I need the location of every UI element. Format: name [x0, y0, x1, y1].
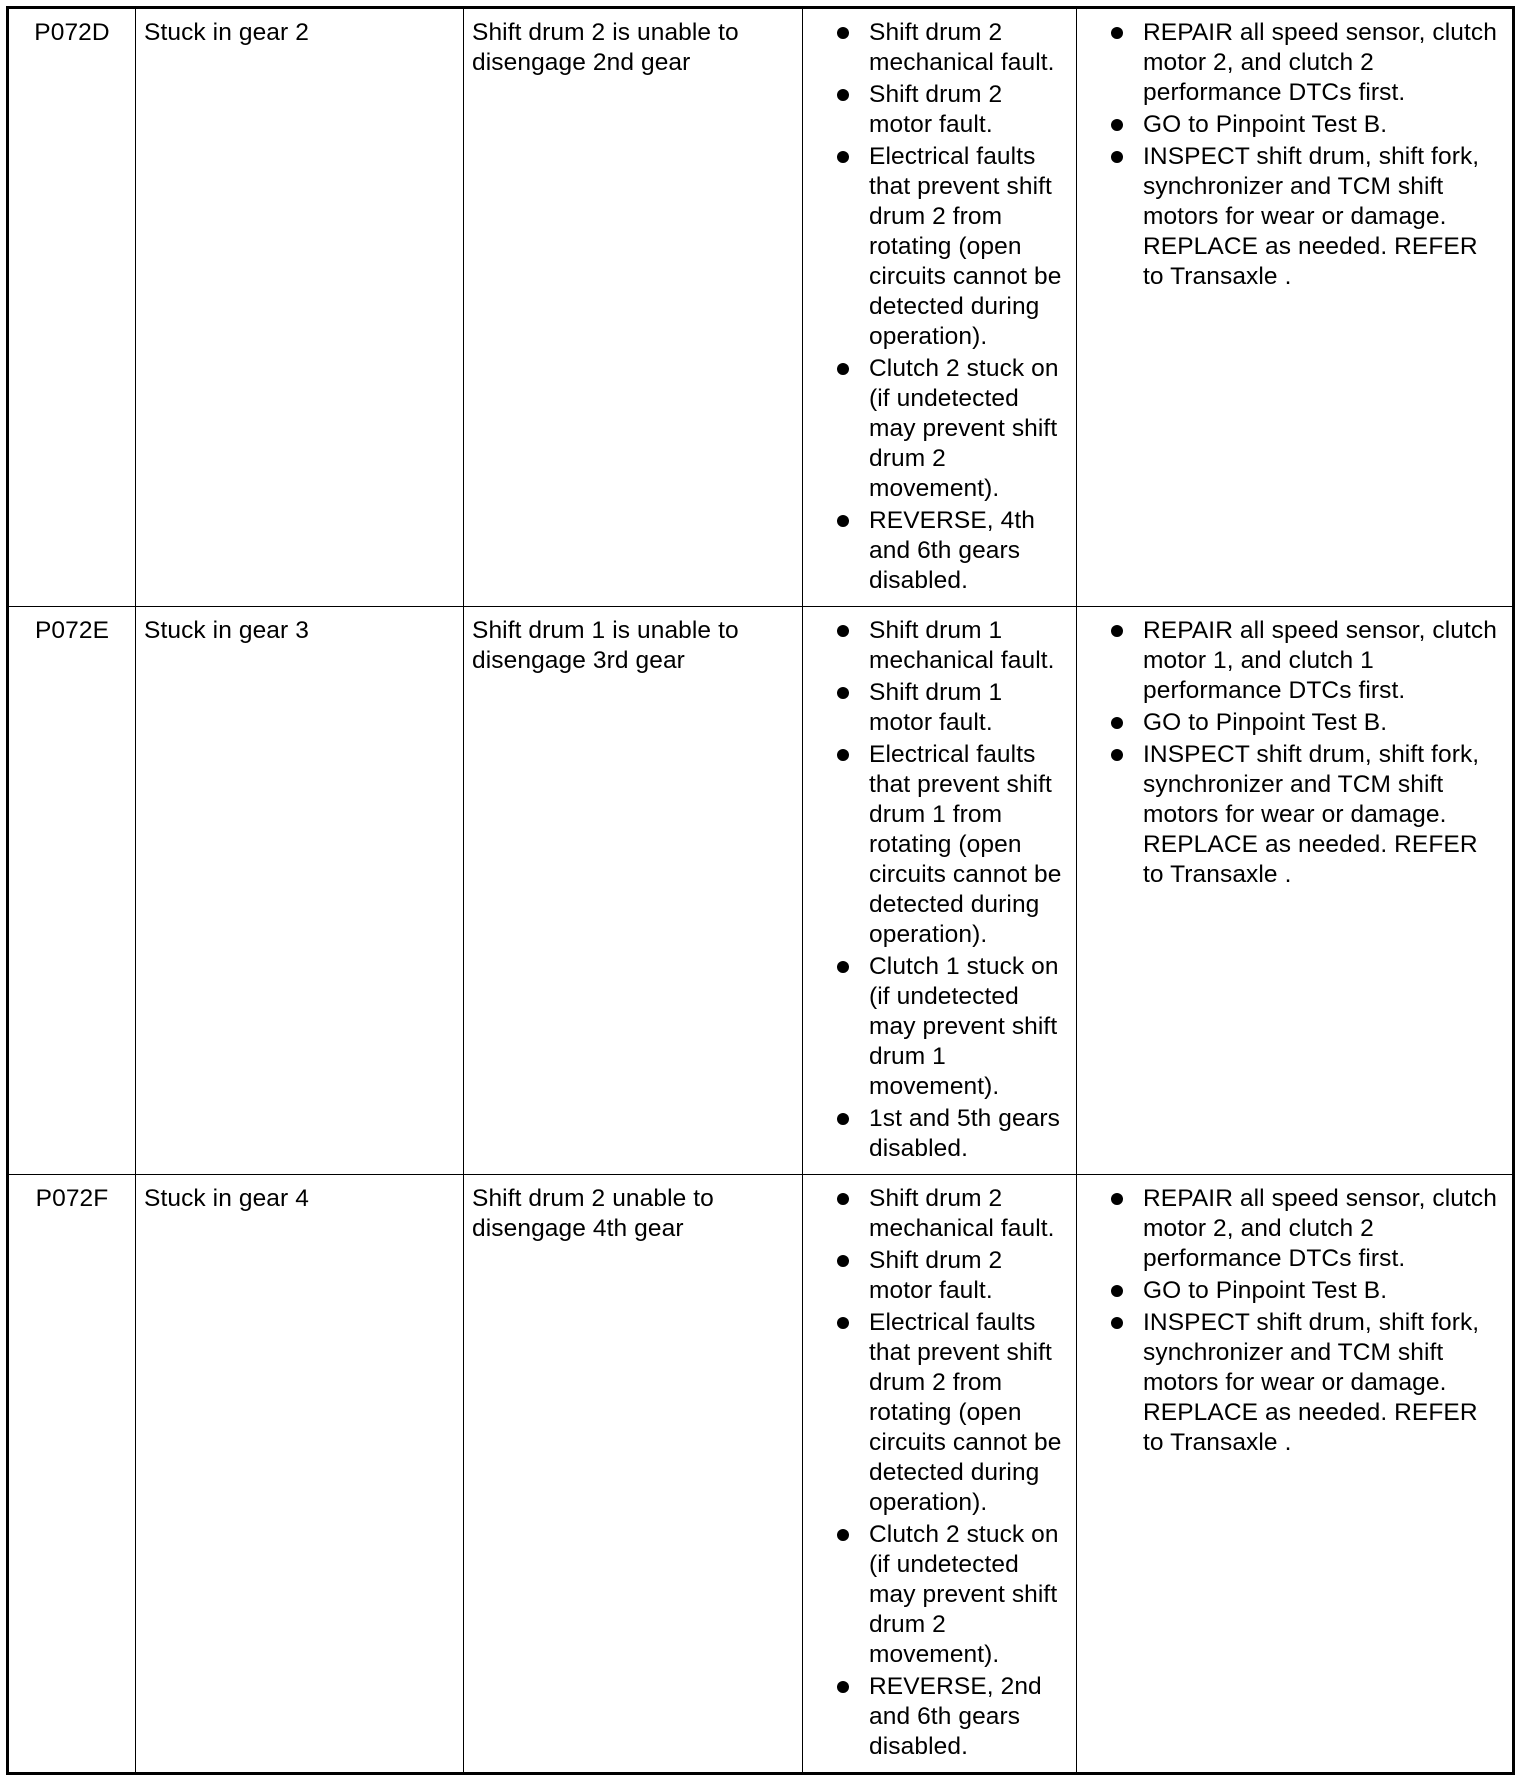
list-item: Shift drum 1 motor fault.	[811, 678, 1068, 738]
list-item: Electrical faults that prevent shift drum 2 from rotating (open circuits cannot be detected during operation).	[811, 1308, 1068, 1518]
list-item: REVERSE, 2nd and 6th gears disabled.	[811, 1672, 1068, 1762]
dtc-table-body	[8, 8, 1514, 1774]
bullet-icon	[1111, 151, 1123, 163]
bullet-icon	[837, 961, 849, 973]
dtc-condition: Shift drum 2 is unable to disengage 2nd gear	[464, 8, 803, 607]
list-item: 1st and 5th gears disabled.	[811, 1104, 1068, 1164]
possible-causes-cell	[803, 607, 1077, 1175]
list-item: Clutch 1 stuck on (if undetected may prevent shift drum 1 movement).	[811, 952, 1068, 1102]
bullet-icon	[837, 749, 849, 761]
bullet-icon	[837, 625, 849, 637]
bullet-icon	[1111, 749, 1123, 761]
table-row	[8, 607, 1514, 1175]
bullet-icon	[837, 1255, 849, 1267]
dtc-table-sheet	[6, 6, 1512, 1775]
bullet-icon	[837, 1193, 849, 1205]
list-item: Shift drum 2 mechanical fault.	[811, 18, 1068, 78]
bullet-icon	[837, 89, 849, 101]
bullet-icon	[1111, 1285, 1123, 1297]
bullet-icon	[1111, 717, 1123, 729]
actions-list	[1085, 1184, 1504, 1458]
bullet-icon	[837, 1317, 849, 1329]
dtc-condition: Shift drum 2 unable to disengage 4th gear	[464, 1175, 803, 1774]
bullet-icon	[837, 515, 849, 527]
list-item: Clutch 2 stuck on (if undetected may prevent shift drum 2 movement).	[811, 354, 1068, 504]
dtc-description: Stuck in gear 2	[136, 8, 464, 607]
bullet-icon	[1111, 1317, 1123, 1329]
list-item: Shift drum 1 mechanical fault.	[811, 616, 1068, 676]
bullet-icon	[837, 1113, 849, 1125]
possible-causes-cell	[803, 8, 1077, 607]
list-item: INSPECT shift drum, shift fork, synchronizer and TCM shift motors for wear or damage. REPLACE as needed. REFER to Transaxle .	[1085, 1308, 1504, 1458]
possible-causes-list	[811, 1184, 1068, 1762]
bullet-icon	[837, 687, 849, 699]
list-item: Clutch 2 stuck on (if undetected may prevent shift drum 2 movement).	[811, 1520, 1068, 1670]
possible-causes-list	[811, 18, 1068, 596]
bullet-icon	[1111, 1193, 1123, 1205]
bullet-icon	[837, 1681, 849, 1693]
table-row	[8, 1175, 1514, 1774]
list-item: INSPECT shift drum, shift fork, synchronizer and TCM shift motors for wear or damage. REPLACE as needed. REFER to Transaxle .	[1085, 142, 1504, 292]
table-row	[8, 8, 1514, 607]
list-item: REPAIR all speed sensor, clutch motor 1, and clutch 1 performance DTCs first.	[1085, 616, 1504, 706]
possible-causes-cell	[803, 1175, 1077, 1774]
bullet-icon	[1111, 27, 1123, 39]
actions-list	[1085, 616, 1504, 890]
bullet-icon	[837, 1529, 849, 1541]
list-item: GO to Pinpoint Test B.	[1085, 1276, 1504, 1306]
dtc-condition: Shift drum 1 is unable to disengage 3rd gear	[464, 607, 803, 1175]
list-item: REPAIR all speed sensor, clutch motor 2, and clutch 2 performance DTCs first.	[1085, 18, 1504, 108]
dtc-description: Stuck in gear 4	[136, 1175, 464, 1774]
list-item: Shift drum 2 motor fault.	[811, 1246, 1068, 1306]
dtc-code: P072F	[8, 1175, 136, 1774]
actions-list	[1085, 18, 1504, 292]
list-item: REVERSE, 4th and 6th gears disabled.	[811, 506, 1068, 596]
dtc-code: P072D	[8, 8, 136, 607]
actions-cell	[1077, 607, 1514, 1175]
bullet-icon	[837, 27, 849, 39]
list-item: INSPECT shift drum, shift fork, synchronizer and TCM shift motors for wear or damage. REPLACE as needed. REFER to Transaxle .	[1085, 740, 1504, 890]
list-item: Shift drum 2 motor fault.	[811, 80, 1068, 140]
list-item: Electrical faults that prevent shift drum 1 from rotating (open circuits cannot be detected during operation).	[811, 740, 1068, 950]
list-item: GO to Pinpoint Test B.	[1085, 708, 1504, 738]
list-item: GO to Pinpoint Test B.	[1085, 110, 1504, 140]
list-item: REPAIR all speed sensor, clutch motor 2, and clutch 2 performance DTCs first.	[1085, 1184, 1504, 1274]
possible-causes-list	[811, 616, 1068, 1164]
list-item: Electrical faults that prevent shift drum 2 from rotating (open circuits cannot be detected during operation).	[811, 142, 1068, 352]
dtc-code: P072E	[8, 607, 136, 1175]
list-item: Shift drum 2 mechanical fault.	[811, 1184, 1068, 1244]
actions-cell	[1077, 8, 1514, 607]
bullet-icon	[1111, 625, 1123, 637]
actions-cell	[1077, 1175, 1514, 1774]
bullet-icon	[1111, 119, 1123, 131]
dtc-table	[6, 6, 1515, 1775]
bullet-icon	[837, 363, 849, 375]
bullet-icon	[837, 151, 849, 163]
dtc-description: Stuck in gear 3	[136, 607, 464, 1175]
